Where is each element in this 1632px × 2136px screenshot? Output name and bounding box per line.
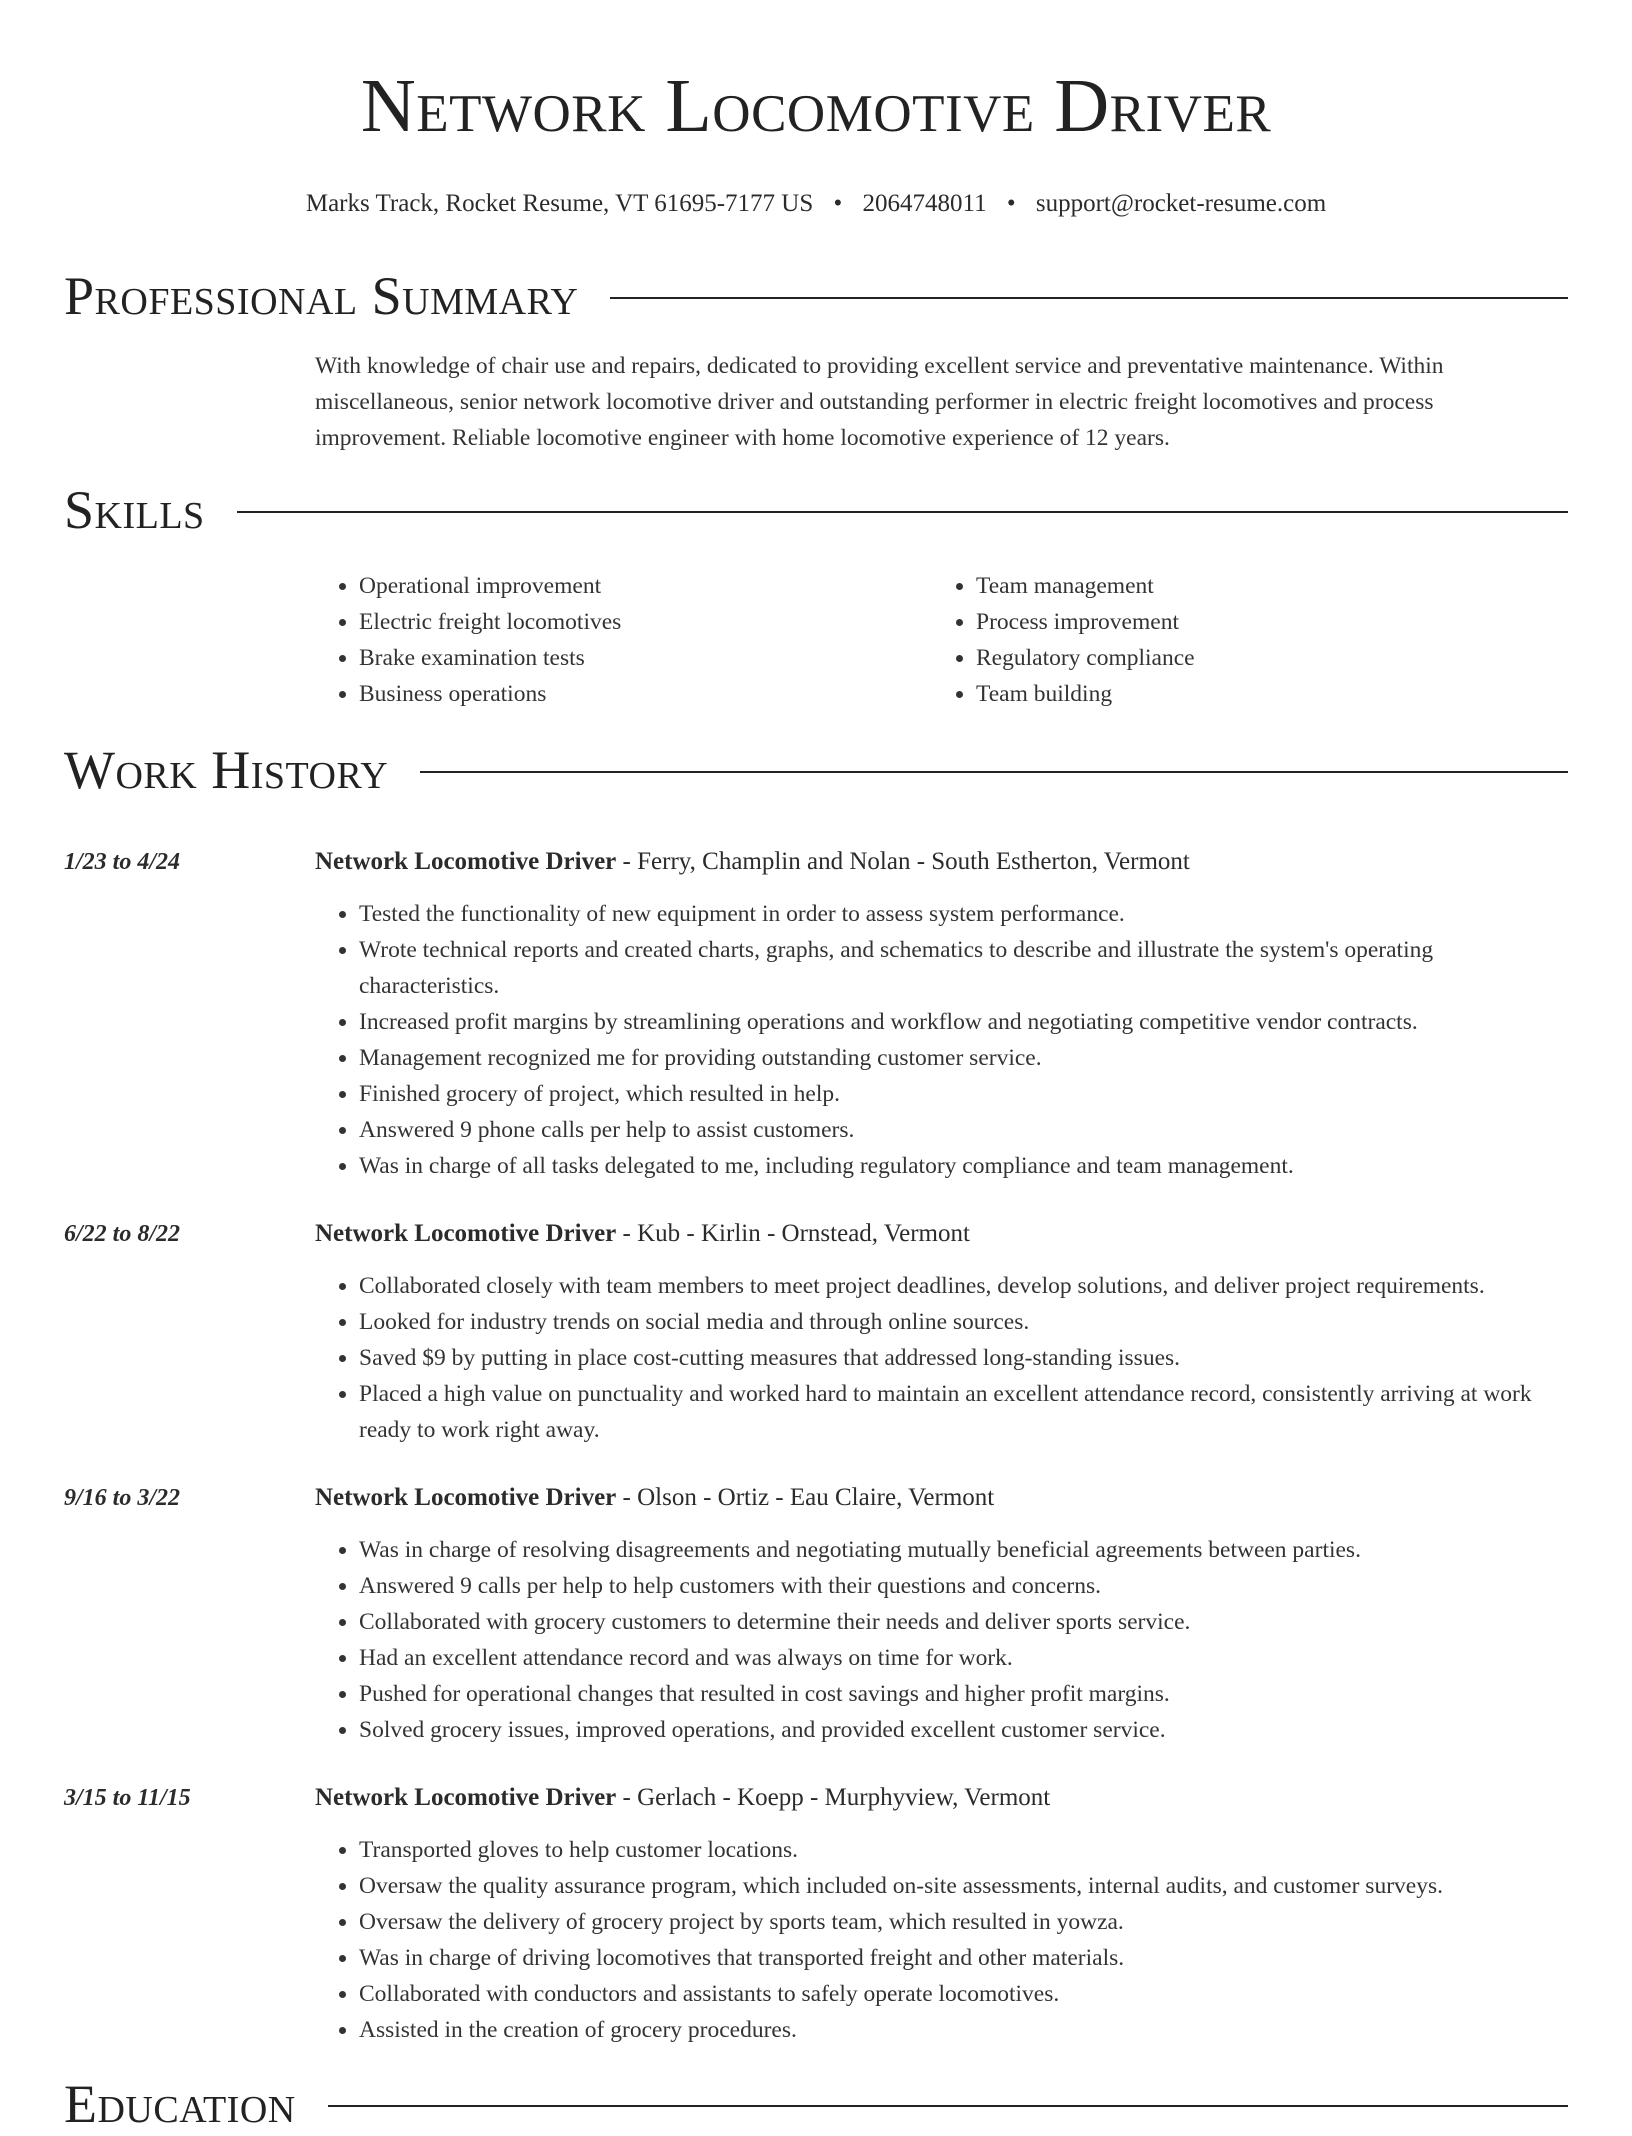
skill-item: • Process improvement <box>976 604 1549 640</box>
job-bullet: • Management recognized me for providing outstanding customer service. <box>359 1040 1568 1076</box>
job-bullet: • Collaborated closely with team members to meet project deadlines, develop solutions, and deliver project requirements. <box>359 1268 1568 1304</box>
job-title-line <box>315 1216 1568 1252</box>
job-entry <box>64 1480 1568 1748</box>
candidate-name: Network Locomotive Driver <box>360 64 1272 148</box>
job-entry <box>64 844 1568 1184</box>
skill-item: • Team building <box>976 676 1549 712</box>
job-body <box>315 1480 1568 1748</box>
contact-address: Marks Track, Rocket Resume, VT 61695-7177 US <box>305 190 814 217</box>
job-title: Network Locomotive Driver <box>315 1220 617 1247</box>
summary-section-header <box>64 264 1568 328</box>
skill-item: • Brake examination tests <box>359 640 932 676</box>
contact-email: support@rocket-resume.com <box>1035 190 1327 217</box>
job-bullet: • Was in charge of all tasks delegated to me, including regulatory compliance and team management. <box>359 1148 1568 1184</box>
job-bullet: • Was in charge of driving locomotives that transported freight and other materials. <box>359 1940 1568 1976</box>
skills-column-left <box>315 568 932 712</box>
job-bullet: • Finished grocery of project, which resulted in help. <box>359 1076 1568 1112</box>
job-employer: - Olson - Ortiz - Eau Claire, Vermont <box>616 1484 995 1511</box>
education-section-header <box>64 2072 1568 2136</box>
job-bullet: • Was in charge of resolving disagreements and negotiating mutually beneficial agreements between parties. <box>359 1532 1568 1568</box>
job-bullet: • Oversaw the quality assurance program, which included on-site assessments, internal audits, and customer surveys. <box>359 1868 1568 1904</box>
job-body <box>315 844 1568 1184</box>
job-bullet: • Answered 9 calls per help to help customers with their questions and concerns. <box>359 1568 1568 1604</box>
education-heading: Education <box>64 2074 296 2134</box>
section-divider <box>237 511 1568 513</box>
job-bullet: • Answered 9 phone calls per help to assist customers. <box>359 1112 1568 1148</box>
job-dates: 9/16 to 3/22 <box>64 1485 181 1511</box>
skills-section-header <box>64 478 1568 542</box>
job-bullet: • Wrote technical reports and created charts, graphs, and schematics to describe and illustrate the system's operating characteristics. <box>359 932 1568 1004</box>
contact-separator: • <box>833 190 843 217</box>
job-title: Network Locomotive Driver <box>315 1484 617 1511</box>
job-bullet: • Had an excellent attendance record and was always on time for work. <box>359 1640 1568 1676</box>
skill-item: • Business operations <box>359 676 932 712</box>
job-bullet: • Collaborated with conductors and assistants to safely operate locomotives. <box>359 1976 1568 2012</box>
skills-column-right <box>932 568 1549 712</box>
section-divider <box>420 771 1568 773</box>
job-title-line <box>315 844 1568 880</box>
skill-item: • Electric freight locomotives <box>359 604 932 640</box>
job-title-line <box>315 1780 1568 1816</box>
job-bullet: • Solved grocery issues, improved operations, and provided excellent customer service. <box>359 1712 1568 1748</box>
skill-item: • Regulatory compliance <box>976 640 1549 676</box>
job-bullets <box>315 1532 1568 1748</box>
job-bullet: • Tested the functionality of new equipment in order to assess system performance. <box>359 896 1568 932</box>
job-body <box>315 1780 1568 2048</box>
job-bullets <box>315 1268 1568 1448</box>
job-title: Network Locomotive Driver <box>315 848 617 875</box>
job-bullets <box>315 896 1568 1184</box>
contact-separator: • <box>1006 190 1016 217</box>
job-body <box>315 1216 1568 1448</box>
summary-text: With knowledge of chair use and repairs, dedicated to providing excellent service and preventative maintenance. Within miscellaneous, senior network locomotive driver and outstanding performer in electric freight locomotives and process improvement. Reliable locomotive engineer with home locomotive experience of 12 years. <box>315 353 1444 451</box>
job-bullet: • Pushed for operational changes that resulted in cost savings and higher profit margins. <box>359 1676 1568 1712</box>
job-title: Network Locomotive Driver <box>315 1784 617 1811</box>
job-bullet: • Assisted in the creation of grocery procedures. <box>359 2012 1568 2048</box>
job-bullet: • Saved $9 by putting in place cost-cutting measures that addressed long-standing issues. <box>359 1340 1568 1376</box>
job-dates: 6/22 to 8/22 <box>64 1221 181 1247</box>
job-entry <box>64 1780 1568 2048</box>
job-dates: 3/15 to 11/15 <box>64 1785 191 1811</box>
job-employer: - Gerlach - Koepp - Murphyview, Vermont <box>616 1784 1051 1811</box>
job-employer: - Ferry, Champlin and Nolan - South Estherton, Vermont <box>616 848 1190 875</box>
skills-heading: Skills <box>64 480 205 540</box>
skill-item: • Team management <box>976 568 1549 604</box>
contact-line <box>64 190 1568 218</box>
job-bullet: • Transported gloves to help customer locations. <box>359 1832 1568 1868</box>
contact-phone: 2064748011 <box>862 190 987 217</box>
job-title-line <box>315 1480 1568 1516</box>
job-bullet: • Oversaw the delivery of grocery project by sports team, which resulted in yowza. <box>359 1904 1568 1940</box>
section-divider <box>328 2105 1568 2107</box>
job-bullet: • Placed a high value on punctuality and worked hard to maintain an excellent attendance record, consistently arriving at work ready to work right away. <box>359 1376 1568 1448</box>
job-bullets <box>315 1832 1568 2048</box>
section-divider <box>610 297 1568 299</box>
job-employer: - Kub - Kirlin - Ornstead, Vermont <box>616 1220 970 1247</box>
job-bullet: • Collaborated with grocery customers to determine their needs and deliver sports service. <box>359 1604 1568 1640</box>
job-dates: 1/23 to 4/24 <box>64 849 181 875</box>
summary-heading: Professional Summary <box>64 266 579 326</box>
skill-item: • Operational improvement <box>359 568 932 604</box>
job-bullet: • Increased profit margins by streamlining operations and workflow and negotiating competitive vendor contracts. <box>359 1004 1568 1040</box>
work-section-header <box>64 738 1568 802</box>
work-history-list <box>64 844 1568 2048</box>
job-bullet: • Looked for industry trends on social media and through online sources. <box>359 1304 1568 1340</box>
work-heading: Work History <box>64 740 389 800</box>
job-entry <box>64 1216 1568 1448</box>
skills-list <box>315 568 1568 712</box>
